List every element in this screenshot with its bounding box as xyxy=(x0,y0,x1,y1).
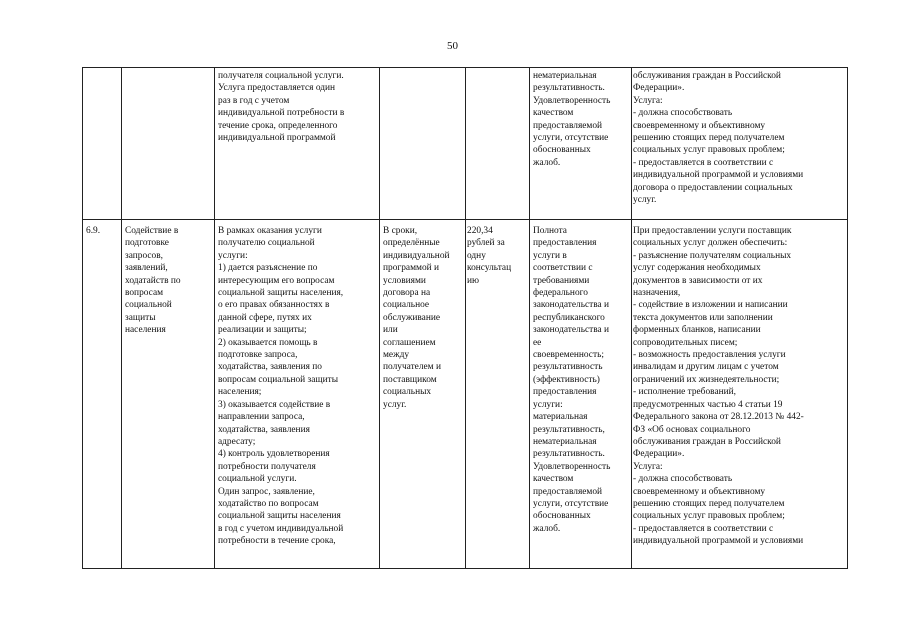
text-line: социальное xyxy=(383,300,430,311)
text-line: услуг содержания необходимых xyxy=(633,263,761,274)
text-line: договора о предоставлении социальных xyxy=(633,182,793,193)
text-line: - разъяснение получателям социальных xyxy=(633,250,792,261)
cell-number xyxy=(83,68,122,220)
text-line: Один запрос, заявление, xyxy=(218,486,315,497)
text-line: консультац xyxy=(467,263,512,274)
text-line: индивидуальной программой и условиями xyxy=(633,536,804,547)
text-line: социальных услуг должен обеспечить: xyxy=(633,238,788,249)
text-line: 220,34 xyxy=(467,226,493,236)
text-line: ограничений их жизнедеятельности; xyxy=(633,374,780,385)
text-line: населения xyxy=(125,325,166,336)
table-row-6-9 xyxy=(83,220,848,569)
text-line: обслуживания граждан в Российской xyxy=(633,436,781,447)
text-line: условиями xyxy=(383,275,426,286)
text-line: назначения, xyxy=(633,288,681,299)
text-line: своевременному и объективному xyxy=(633,120,766,131)
text-line: о его правах обязанностях в xyxy=(218,300,330,311)
text-line: обоснованных xyxy=(533,511,591,522)
text-line: законодательства и xyxy=(533,325,610,336)
text-line: ходатайство по вопросам xyxy=(218,498,319,509)
text-line: социальных xyxy=(383,387,432,398)
text-line: Услуга: xyxy=(633,461,663,472)
text-line: социальной услуги. xyxy=(218,474,297,485)
text-line: Удовлетворенность xyxy=(533,461,611,472)
text-line: требованиями xyxy=(533,275,590,286)
page-number: 50 xyxy=(447,40,458,52)
cell-number: 6.9. xyxy=(83,220,122,569)
text-line: услуги в xyxy=(533,250,567,261)
text-line: соглашением xyxy=(383,337,436,348)
table-row-continued xyxy=(83,68,848,220)
text-line: результативность, xyxy=(533,424,605,435)
text-line: предоставляемой xyxy=(533,120,603,131)
text-line: рублей за xyxy=(467,238,505,249)
text-line: интересующим его вопросам xyxy=(218,275,335,286)
text-line: своевременность; xyxy=(533,350,604,361)
text-line: обоснованных xyxy=(533,145,591,156)
text-line: - содействие в изложении и написании xyxy=(633,300,788,311)
text-line: предусмотренных частью 4 статьи 19 xyxy=(633,399,783,410)
text-line: предоставления xyxy=(533,238,597,249)
cell-service-terms xyxy=(380,220,466,569)
text-line: или xyxy=(383,325,398,336)
text-line: ее xyxy=(533,337,542,348)
text-line: услуги, отсутствие xyxy=(533,498,609,509)
text-line: социальной xyxy=(125,300,172,311)
text-line: Услуга предоставляется один xyxy=(218,83,336,94)
text-line: жалоб. xyxy=(533,157,561,168)
cell-quality-indicators xyxy=(530,68,632,220)
text-line: запросов, xyxy=(125,250,163,261)
text-line: между xyxy=(383,350,410,361)
text-line: федерального xyxy=(533,288,588,299)
text-line: индивидуальной программой и условиями xyxy=(633,170,804,181)
text-line: обслуживания граждан в Российской xyxy=(633,71,781,81)
text-line: результативность xyxy=(533,362,603,373)
text-line: услуги, отсутствие xyxy=(533,133,609,144)
text-line: получателя социальной услуги. xyxy=(218,71,344,81)
text-line: социальной защиты населения, xyxy=(218,288,344,299)
text-line: республиканского xyxy=(533,312,605,323)
text-line: договора на xyxy=(383,288,431,299)
text-line: Полнота xyxy=(533,226,567,236)
text-line: услуг. xyxy=(383,399,407,410)
text-line: качеством xyxy=(533,108,574,119)
cell-service-conditions xyxy=(632,220,848,569)
text-line: результативность. xyxy=(533,83,605,94)
text-line: вопросам социальной защиты xyxy=(218,374,339,385)
text-line: потребности в течение срока, xyxy=(218,536,336,547)
text-line: услуги: xyxy=(218,250,248,261)
text-line: ФЗ «Об основах социального xyxy=(633,424,751,435)
text-line: жалоб. xyxy=(533,523,561,534)
cell-service-content xyxy=(215,220,380,569)
text-line: - возможность предоставления услуги xyxy=(633,350,786,361)
text-line: - должна способствовать xyxy=(633,474,733,485)
text-line: 1) дается разъяснение по xyxy=(218,263,318,274)
text-line: адресату; xyxy=(218,436,256,447)
text-line: (эффективность) xyxy=(533,374,600,385)
text-line: ходатайств по xyxy=(125,275,181,286)
text-line: ию xyxy=(467,275,480,286)
text-line: предоставления xyxy=(533,387,597,398)
text-line: в год с учетом индивидуальной xyxy=(218,523,344,534)
text-line: услуги: xyxy=(533,399,563,410)
text-line: - предоставляется в соответствии с xyxy=(633,523,774,534)
text-line: решению стоящих перед получателем xyxy=(633,133,785,144)
text-line: определённые xyxy=(383,238,440,249)
text-line: 3) оказывается содействие в xyxy=(218,399,331,410)
text-line: документов в зависимости от их xyxy=(633,275,763,286)
text-line: получателю социальной xyxy=(218,238,315,249)
text-line: В рамках оказания услуги xyxy=(218,226,322,236)
text-line: заявлений, xyxy=(125,263,168,274)
text-line: предоставляемой xyxy=(533,486,603,497)
text-line: сопроводительных писем; xyxy=(633,337,738,348)
text-line: населения; xyxy=(218,387,262,398)
text-line: решению стоящих перед получателем xyxy=(633,498,785,509)
text-line: индивидуальной потребности в xyxy=(218,108,345,119)
text-line: ходатайства, заявления xyxy=(218,424,310,435)
cell-service-terms xyxy=(380,68,466,220)
text-line: услуг. xyxy=(633,195,657,206)
text-line: Удовлетворенность xyxy=(533,95,611,106)
text-line: результативность. xyxy=(533,449,605,460)
text-line: течение срока, определенного xyxy=(218,120,338,131)
text-line: материальная xyxy=(533,412,588,423)
text-line: направлении запроса, xyxy=(218,412,305,423)
text-line: нематериальная xyxy=(533,71,597,81)
text-line: социальных услуг правовых проблем; xyxy=(633,145,785,156)
text-line: социальной защиты населения xyxy=(218,511,341,522)
text-line: поставщиком xyxy=(383,374,437,385)
services-table xyxy=(82,67,848,569)
cell-service-tariff xyxy=(466,68,530,220)
text-line: вопросам xyxy=(125,288,164,299)
text-line: 2) оказывается помощь в xyxy=(218,337,318,348)
text-line: обслуживание xyxy=(383,312,441,323)
text-line: законодательства и xyxy=(533,300,610,311)
text-line: Содействие в xyxy=(125,226,179,236)
cell-service-tariff xyxy=(466,220,530,569)
text-line: индивидуальной программой xyxy=(218,133,336,144)
text-line: получателем и xyxy=(383,362,441,373)
text-line: одну xyxy=(467,250,486,261)
text-line: Федерации». xyxy=(633,83,685,94)
cell-service-name xyxy=(122,220,215,569)
text-line: В сроки, xyxy=(383,226,418,236)
text-line: инвалидам и другим лицам с учетом xyxy=(633,362,779,373)
text-line: ходатайства, заявления по xyxy=(218,362,322,373)
text-line: данной сфере, путях их xyxy=(218,312,312,323)
text-line: защиты xyxy=(125,312,156,323)
text-line: - предоставляется в соответствии с xyxy=(633,157,774,168)
text-line: потребности получателя xyxy=(218,461,316,472)
text-line: нематериальная xyxy=(533,436,597,447)
text-line: Федерации». xyxy=(633,449,685,460)
text-line: Федерального закона от 28.12.2013 № 442- xyxy=(633,412,804,423)
text-line: подготовке xyxy=(125,238,169,249)
text-line: соответствии с xyxy=(533,263,593,274)
text-line: реализации и защиты; xyxy=(218,325,307,336)
text-line: 4) контроль удовлетворения xyxy=(218,449,330,460)
text-line: - должна способствовать xyxy=(633,108,733,119)
cell-service-name xyxy=(122,68,215,220)
text-line: индивидуальной xyxy=(383,250,450,261)
text-line: подготовке запроса, xyxy=(218,350,298,361)
text-line: программой и xyxy=(383,263,440,274)
text-line: При предоставлении услуги поставщик xyxy=(633,226,792,236)
text-line: своевременному и объективному xyxy=(633,486,766,497)
text-line: форменных бланков, написании xyxy=(633,325,761,336)
text-line: - исполнение требований, xyxy=(633,387,736,398)
text-line: раз в год с учетом xyxy=(218,95,290,106)
cell-service-conditions xyxy=(632,68,848,220)
text-line: текста документов или заполнении xyxy=(633,312,773,323)
text-line: Услуга: xyxy=(633,95,663,106)
text-line: социальных услуг правовых проблем; xyxy=(633,511,785,522)
cell-service-content xyxy=(215,68,380,220)
cell-quality-indicators xyxy=(530,220,632,569)
text-line: качеством xyxy=(533,474,574,485)
